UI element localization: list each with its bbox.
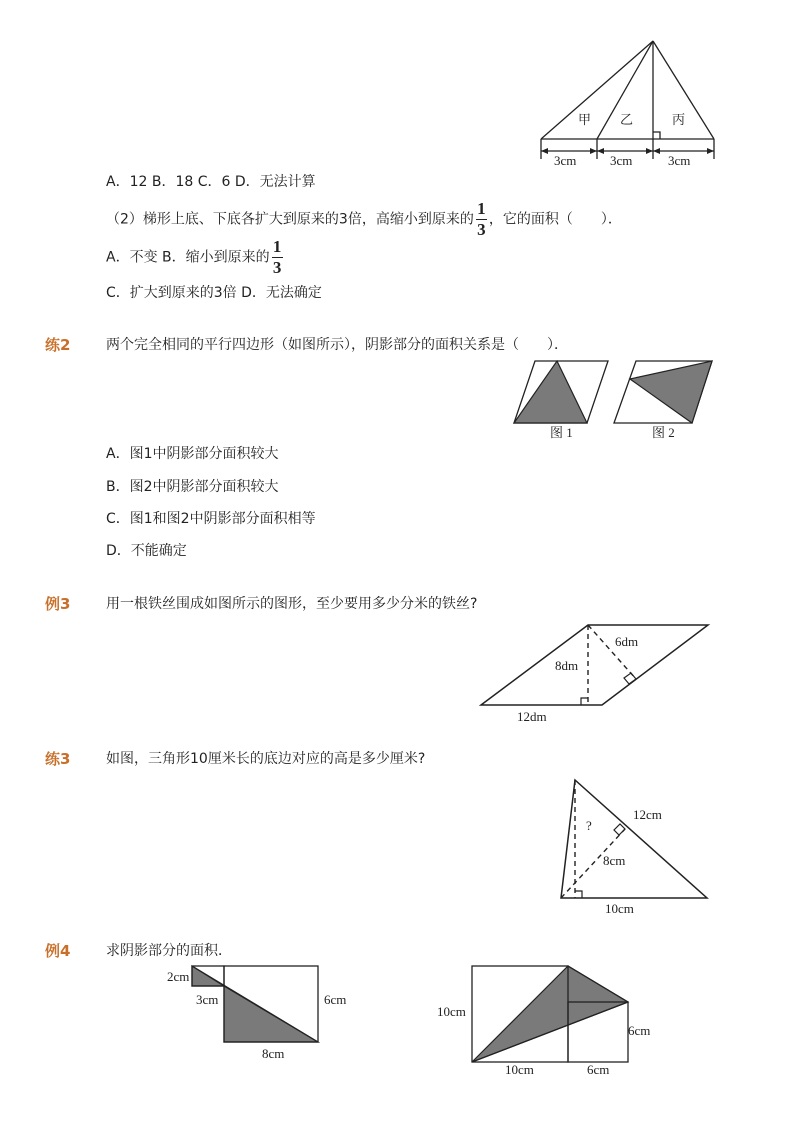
label-2cm: 2cm (167, 969, 190, 984)
label-6cm-right: 6cm (628, 1023, 651, 1038)
shaded-area-figure-b (435, 960, 665, 1080)
q2-options-cd: C．扩大到原来的3倍 D．无法确定 (106, 285, 322, 301)
section-tag-li4: 例4 (45, 942, 71, 960)
label-3cm: 3cm (196, 992, 219, 1007)
right-angle-mark-side (614, 824, 625, 835)
label-6cm-bottom: 6cm (587, 1062, 610, 1077)
section-tag-lian2: 练2 (45, 336, 71, 354)
fraction-denominator: 3 (272, 258, 282, 277)
q1-options: A．12 B．18 C．6 D．无法计算 (106, 174, 316, 190)
label-yi: 乙 (620, 112, 634, 127)
q2-options-ab (106, 238, 285, 277)
label-6dm: 6dm (615, 634, 639, 649)
figure-1 (514, 361, 608, 440)
label-10cm: 10cm (605, 901, 634, 916)
q2-prompt (106, 200, 622, 239)
right-angle-mark-side (624, 673, 636, 684)
label-8cm: 8cm (603, 853, 626, 868)
parallelogram-wire-figure (475, 620, 715, 730)
q2-prompt-before: （2）梯形上底、下底各扩大到原来的3倍，高缩小到原来的 (106, 211, 474, 228)
label-12dm: 12dm (517, 709, 547, 724)
triangle-outline (561, 780, 707, 898)
fig1-caption: 图 1 (550, 425, 573, 440)
lian2-question: 两个完全相同的平行四边形（如图所示），阴影部分的面积关系是（ ）． (106, 337, 568, 353)
parallelogram-figures (510, 355, 720, 445)
lian2-option-a: A．图1中阴影部分面积较大 (106, 446, 279, 462)
parallelogram-outline (481, 625, 708, 705)
label-question-mark: ? (586, 818, 592, 833)
section-tag-li3: 例3 (45, 595, 71, 613)
fraction-numerator: 1 (272, 237, 282, 256)
label-10cm-left: 10cm (437, 1004, 466, 1019)
triangle-jia-yi-bing-figure (530, 35, 730, 175)
label-seg3: 3cm (668, 153, 691, 168)
fraction-one-third (476, 200, 487, 239)
q2-prompt-after: ，它的面积（ ）． (488, 211, 622, 228)
fraction-numerator: 1 (477, 199, 486, 218)
label-10cm-bottom: 10cm (505, 1062, 534, 1077)
lian3-question: 如图，三角形10厘米长的底边对应的高是多少厘米? (106, 751, 426, 767)
triangle-height-figure (555, 775, 725, 915)
fraction-denominator: 3 (477, 220, 486, 239)
shaded-area-figure-a (160, 960, 360, 1065)
right-angle-mark-base (575, 891, 582, 898)
label-bing: 丙 (672, 112, 686, 127)
label-8cm: 8cm (262, 1046, 285, 1061)
label-seg2: 3cm (610, 153, 633, 168)
fraction-one-third-option (272, 238, 283, 277)
label-jia: 甲 (578, 112, 592, 127)
label-8dm: 8dm (555, 658, 579, 673)
label-12cm: 12cm (633, 807, 662, 822)
label-seg1: 3cm (554, 153, 577, 168)
q2-option-ab-text: A．不变 B．缩小到原来的 (106, 249, 270, 266)
section-tag-lian3: 练3 (45, 750, 71, 768)
lian2-option-b: B．图2中阴影部分面积较大 (106, 479, 279, 495)
right-angle-mark-bottom (581, 698, 588, 705)
right-angle-mark (653, 132, 660, 139)
fig2-caption: 图 2 (652, 425, 675, 440)
lian2-option-d: D．不能确定 (106, 543, 187, 559)
lian2-option-c: C．图1和图2中阴影部分面积相等 (106, 511, 316, 527)
figure-2 (614, 361, 712, 440)
li3-question: 用一根铁丝围成如图所示的图形，至少要用多少分米的铁丝? (106, 596, 478, 612)
shaded-triangle-b (472, 966, 628, 1062)
edge-left (541, 41, 653, 139)
li4-question: 求阴影部分的面积． (106, 943, 232, 959)
label-6cm: 6cm (324, 992, 347, 1007)
